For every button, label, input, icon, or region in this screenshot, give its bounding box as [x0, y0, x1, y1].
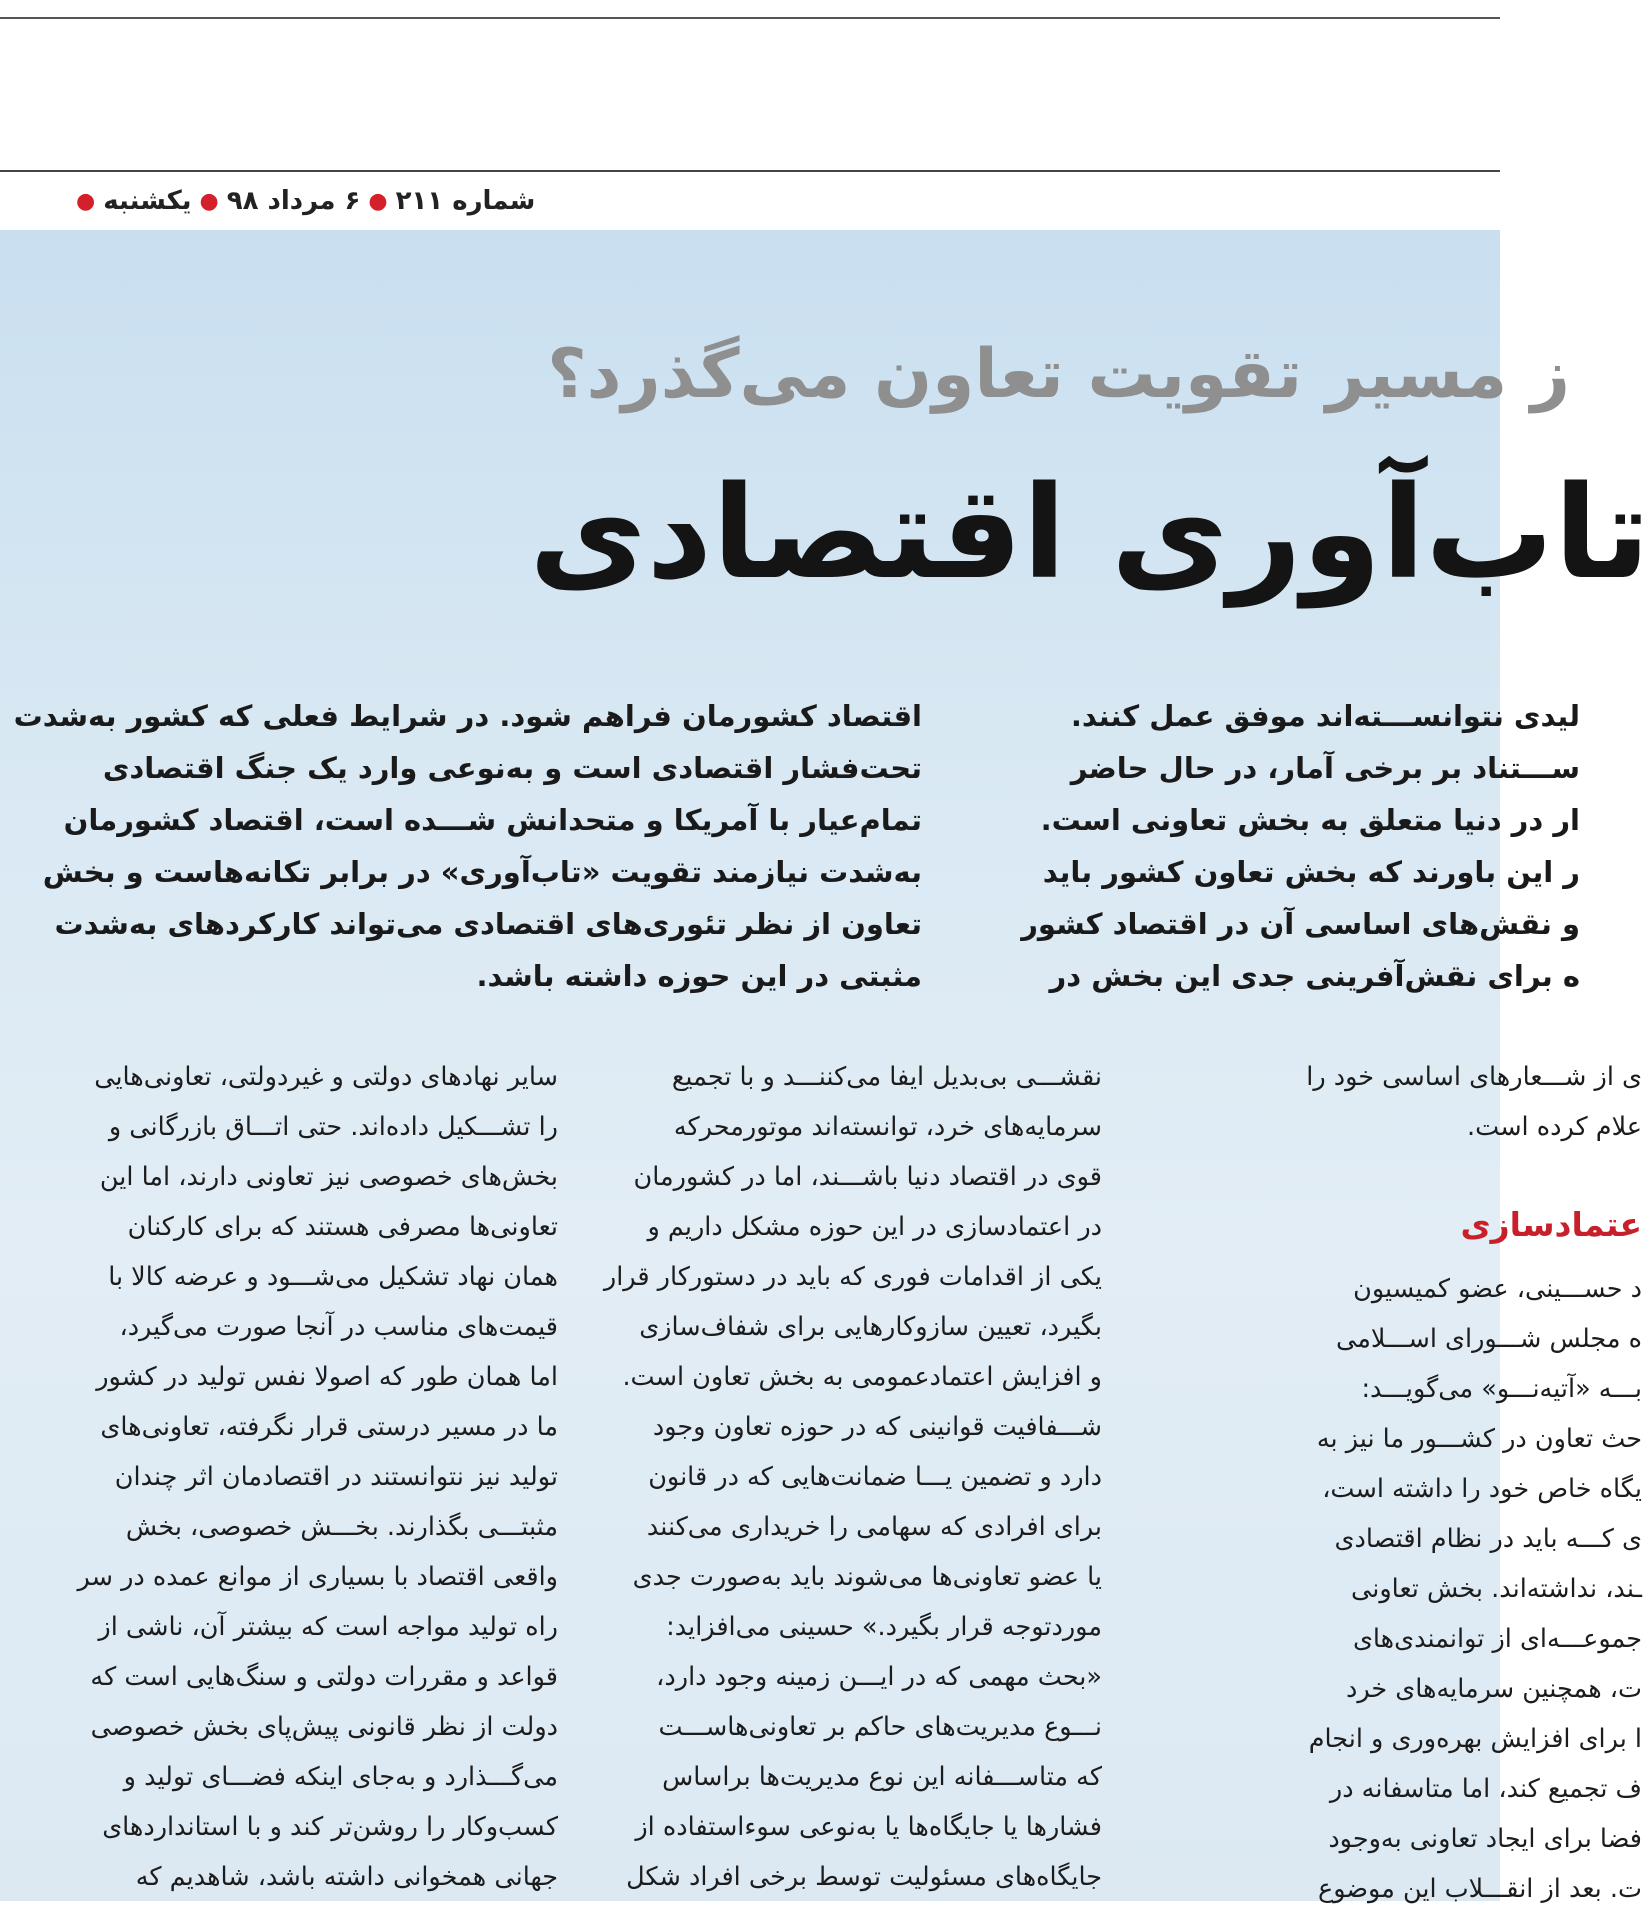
body-line: نـــوع مدیریت‌های حاکم بر تعاونی‌هاســـت — [658, 1712, 1102, 1742]
body-line: جهانی همخوانی داشته باشد، شاهدیم که — [135, 1862, 558, 1892]
body-line: سرمایه‌های خرد، توانسته‌اند موتورمحرکه — [673, 1112, 1102, 1142]
body-line: جموعـــه‌ای از توانمندی‌های — [1352, 1624, 1642, 1654]
body-line: ی از شـــعارهای اساسی خود را — [1306, 1062, 1642, 1092]
body-line: تعاونی‌ها مصرفی هستند که برای کارکنان — [127, 1212, 558, 1242]
body-line: را تشـــکیل داده‌اند. حتی اتـــاق بازرگانی و — [108, 1112, 558, 1142]
body-line: ت، همچنین سرمایه‌های خرد — [1345, 1674, 1642, 1704]
article-kicker: ز مسیر تقویت تعاون می‌گذرد؟ — [547, 335, 1570, 414]
article-headline: تاب‌آوری اقتصادی — [529, 459, 1650, 608]
lead-line: ر این باورند که بخش تعاون کشور باید — [1042, 855, 1580, 889]
body-line: ی کـــه باید در نظام اقتصادی — [1334, 1524, 1642, 1554]
section-subhead: عتمادسازی — [1460, 1205, 1642, 1244]
body-line: بخش‌های خصوصی نیز تعاونی دارند، اما این — [99, 1162, 558, 1192]
body-line: دولت از نظر قانونی پیش‌پای بخش خصوصی — [90, 1712, 558, 1742]
body-column-right — [1162, 1052, 1642, 1914]
day-label: یکشنبه — [103, 186, 192, 216]
body-line: فشارها یا جایگاه‌ها یا به‌نوعی سوءاستفاده از — [635, 1812, 1102, 1842]
body-line: ـند، نداشته‌اند. بخش تعاونی — [1351, 1574, 1642, 1604]
red-bullet-icon: ● — [76, 188, 96, 214]
lead-line: تعاون از نظر تئوری‌های اقتصادی می‌تواند کارکردهای به‌شدت — [54, 907, 922, 941]
body-line: ت. بعد از انقـــلاب این موضوع — [1317, 1874, 1642, 1904]
lead-line: و نقش‌های اساسی آن در اقتصاد کشور — [1021, 907, 1580, 941]
lead-line: ســـتناد بر برخی آمار، در حال حاضر — [1070, 751, 1580, 785]
body-column-middle — [603, 1052, 1102, 1902]
body-line: فضا برای ایجاد تعاونی به‌وجود — [1328, 1824, 1642, 1854]
body-line: ف تجمیع کند، اما متاسفانه در — [1329, 1774, 1642, 1804]
body-line: ما در مسیر درستی قرار نگرفته، تعاونی‌های — [100, 1412, 558, 1442]
body-line: که متاســـفانه این نوع مدیریت‌ها براساس — [662, 1762, 1102, 1792]
body-line: اما همان طور که اصولا نفس تولید در کشور — [96, 1362, 558, 1392]
lead-line: تمام‌عیار با آمریکا و متحدانش شـــده است، اقتصاد کشورمان — [63, 803, 922, 837]
body-line: سایر نهادهای دولتی و غیردولتی، تعاونی‌هایی — [94, 1062, 558, 1092]
issue-header — [0, 170, 1500, 232]
body-line: قواعد و مقررات دولتی و سنگ‌هایی است که — [90, 1662, 558, 1692]
body-line: یگاه خاص خود را داشته است، — [1322, 1474, 1642, 1504]
body-line: قیمت‌های مناسب در آنجا صورت می‌گیرد، — [119, 1312, 558, 1342]
body-line: برای افرادی که سهامی را خریداری می‌کنند — [646, 1512, 1102, 1542]
body-line: کسب‌وکار را روشن‌تر کند و با استانداردهای — [102, 1812, 558, 1842]
body-line: تولید نیز نتوانستند در اقتصادمان اثر چندان — [114, 1462, 558, 1492]
body-line: قوی در اقتصاد دنیا باشـــند، اما در کشورمان — [633, 1162, 1102, 1192]
top-rule — [0, 17, 1500, 19]
body-line: حث تعاون در کشـــور ما نیز به — [1316, 1424, 1642, 1454]
body-line: در اعتمادسازی در این حوزه مشکل داریم و — [647, 1212, 1102, 1242]
issue-number: شماره ۲۱۱ — [395, 186, 536, 216]
lead-line: ه برای نقش‌آفرینی جدی این بخش در — [1049, 959, 1580, 993]
body-line: واقعی اقتصاد با بسیاری از موانع عمده در سر — [77, 1562, 558, 1592]
body-line: ه مجلس شـــورای اســـلامی — [1335, 1324, 1642, 1354]
body-column-left — [74, 1052, 558, 1902]
lead-paragraph-right — [980, 690, 1580, 1002]
body-line: بـــه «آتیه‌نـــو» می‌گویـــد: — [1361, 1374, 1642, 1404]
body-line: یا عضو تعاونی‌ها می‌شوند باید به‌صورت جدی — [632, 1562, 1102, 1592]
body-line: می‌گـــذارد و به‌جای اینکه فضـــای تولید و — [123, 1762, 558, 1792]
body-line: و افزایش اعتمادعمومی به بخش تعاون است. — [622, 1362, 1102, 1392]
body-line: مثبتـــی بگذارند. بخـــش خصوصی، بخش — [125, 1512, 558, 1542]
lead-paragraph-left — [13, 690, 922, 1002]
lead-line: تحت‌فشار اقتصادی است و به‌نوعی وارد یک جنگ اقتصادی — [102, 751, 922, 785]
date-label: ۶ مرداد ۹۸ — [226, 186, 361, 216]
body-line: «بحث مهمی که در ایـــن زمینه وجود دارد، — [656, 1662, 1102, 1692]
body-line: موردتوجه قرار بگیرد.» حسینی می‌افزاید: — [666, 1612, 1102, 1642]
red-bullet-icon: ● — [368, 188, 388, 214]
body-line: علام کرده است. — [1467, 1112, 1642, 1142]
dateline — [70, 182, 537, 220]
body-line: نقشـــی بی‌بدیل ایفا می‌کننـــد و با تجمیع — [671, 1062, 1102, 1092]
body-line: همان نهاد تشکیل می‌شـــود و عرضه کالا با — [108, 1262, 558, 1292]
body-line: د حســـینی، عضو کمیسیون — [1353, 1274, 1642, 1304]
body-line: ا برای افزایش بهره‌وری و انجام — [1308, 1724, 1642, 1754]
lead-line: اقتصاد کشورمان فراهم شود. در شرایط فعلی که کشور به‌شدت — [13, 699, 922, 733]
body-line: یکی از اقدامات فوری که باید در دستورکار قرار — [603, 1262, 1102, 1292]
body-line: شـــفافیت قوانینی که در حوزه تعاون وجود — [652, 1412, 1102, 1442]
body-line: بگیرد، تعیین سازوکارهایی برای شفاف‌سازی — [639, 1312, 1102, 1342]
red-bullet-icon: ● — [199, 188, 219, 214]
body-line: راه تولید مواجه است که بیشتر آن، ناشی از — [98, 1612, 558, 1642]
body-line: دارد و تضمین یـــا ضمانت‌هایی که در قانون — [648, 1462, 1102, 1492]
lead-line: به‌شدت نیازمند تقویت «تاب‌آوری» در برابر تکانه‌هاست و بخش — [42, 855, 922, 889]
lead-line: لیدی نتوانســـته‌اند موفق عمل کنند. — [1070, 699, 1580, 733]
lead-line: مثبتی در این حوزه داشته باشد. — [476, 959, 922, 993]
body-line: جایگاه‌های مسئولیت توسط برخی افراد شکل — [626, 1862, 1102, 1892]
lead-line: ار در دنیا متعلق به بخش تعاونی است. — [1040, 803, 1580, 837]
